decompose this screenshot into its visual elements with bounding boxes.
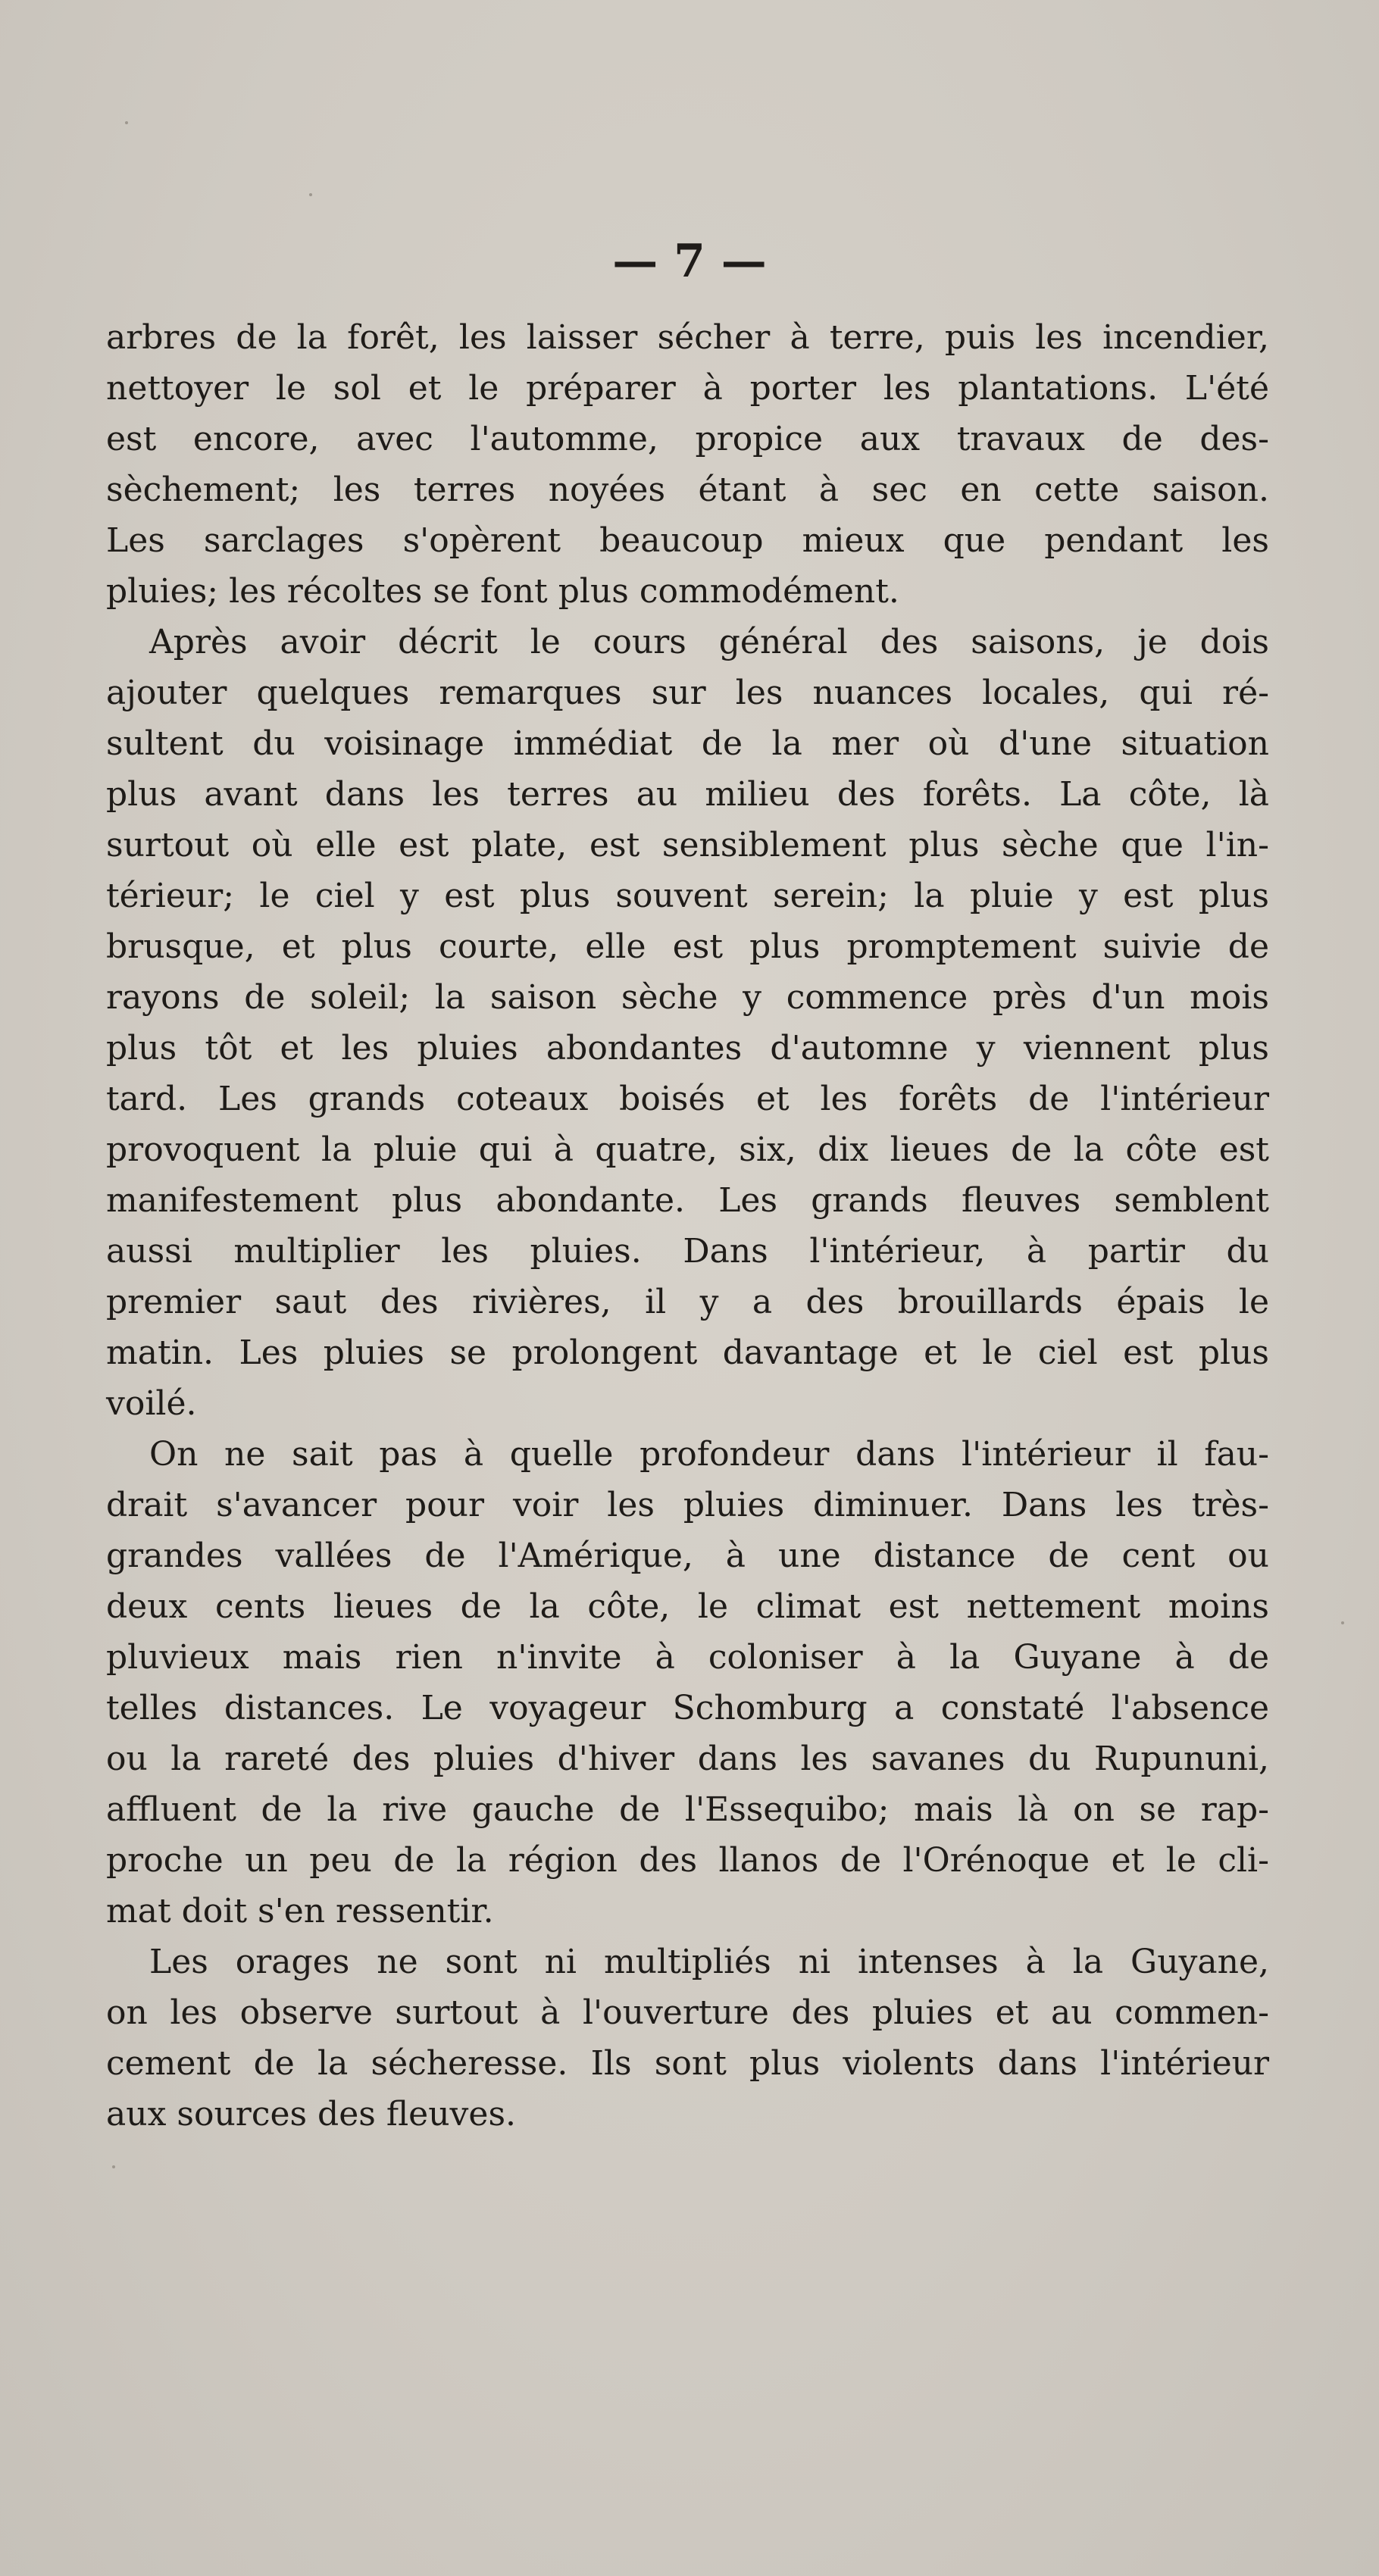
text-line: térieur; le ciel y est plus souvent serein; la pluie y est plus <box>106 877 1269 915</box>
text-line: on les observe surtout à l'ouverture des pluies et au commen- <box>106 1993 1269 2032</box>
page-number: — 7 — <box>612 235 767 288</box>
text-line: On ne sait pas à quelle profondeur dans l'intérieur il fau- <box>149 1435 1269 1474</box>
text-line: mat doit s'en ressentir. <box>106 1892 494 1930</box>
text-line: drait s'avancer pour voir les pluies diminuer. Dans les très- <box>106 1486 1269 1524</box>
text-line: nettoyer le sol et le préparer à porter les plantations. L'été <box>106 369 1269 408</box>
text-line: sèchement; les terres noyées étant à sec en cette saison. <box>106 470 1269 509</box>
text-line: telles distances. Le voyageur Schomburg a constaté l'absence <box>106 1689 1269 1727</box>
text-line: cement de la sécheresse. Ils sont plus violents dans l'intérieur <box>106 2044 1269 2083</box>
text-line: voilé. <box>106 1384 197 1423</box>
body-text <box>106 312 1269 2140</box>
text-line: manifestement plus abondante. Les grands fleuves semblent <box>106 1181 1269 1220</box>
text-line: plus tôt et les pluies abondantes d'automne y viennent plus <box>106 1029 1269 1068</box>
text-line: ajouter quelques remarques sur les nuances locales, qui ré- <box>106 674 1269 712</box>
paper-speck <box>309 193 312 196</box>
paper-speck <box>112 2165 115 2168</box>
text-line: deux cents lieues de la côte, le climat est nettement moins <box>106 1587 1269 1626</box>
text-line: provoquent la pluie qui à quatre, six, dix lieues de la côte est <box>106 1130 1269 1169</box>
text-line: rayons de soleil; la saison sèche y commence près d'un mois <box>106 978 1269 1017</box>
text-line: est encore, avec l'automme, propice aux travaux de des- <box>106 420 1269 458</box>
text-line: brusque, et plus courte, elle est plus promptement suivie de <box>106 927 1269 966</box>
text-line: arbres de la forêt, les laisser sécher à terre, puis les incendier, <box>106 318 1269 357</box>
text-line: plus avant dans les terres au milieu des forêts. La côte, là <box>106 775 1269 814</box>
text-line: Les orages ne sont ni multipliés ni intenses à la Guyane, <box>149 1943 1269 1981</box>
text-line: ou la rareté des pluies d'hiver dans les savanes du Rupununi, <box>106 1740 1269 1778</box>
text-line: pluies; les récoltes se font plus commodément. <box>106 572 899 611</box>
text-line: aussi multiplier les pluies. Dans l'intérieur, à partir du <box>106 1232 1269 1271</box>
text-line: proche un peu de la région des llanos de l'Orénoque et le cli- <box>106 1841 1269 1880</box>
paper-speck <box>1341 1621 1344 1624</box>
text-line: aux sources des fleuves. <box>106 2095 517 2134</box>
text-line: matin. Les pluies se prolongent davantage et le ciel est plus <box>106 1333 1269 1372</box>
text-line: Après avoir décrit le cours général des saisons, je dois <box>149 623 1269 661</box>
text-line: Les sarclages s'opèrent beaucoup mieux que pendant les <box>106 521 1269 560</box>
text-line: premier saut des rivières, il y a des brouillards épais le <box>106 1283 1269 1321</box>
text-line: affluent de la rive gauche de l'Essequibo; mais là on se rap- <box>106 1790 1269 1829</box>
text-line: pluvieux mais rien n'invite à coloniser à la Guyane à de <box>106 1638 1269 1677</box>
text-line: tard. Les grands coteaux boisés et les forêts de l'intérieur <box>106 1080 1269 1118</box>
paper-speck <box>125 121 128 124</box>
text-line: grandes vallées de l'Amérique, à une distance de cent ou <box>106 1537 1269 1575</box>
text-line: sultent du voisinage immédiat de la mer où d'une situation <box>106 724 1269 763</box>
text-line: surtout où elle est plate, est sensiblement plus sèche que l'in- <box>106 826 1269 864</box>
